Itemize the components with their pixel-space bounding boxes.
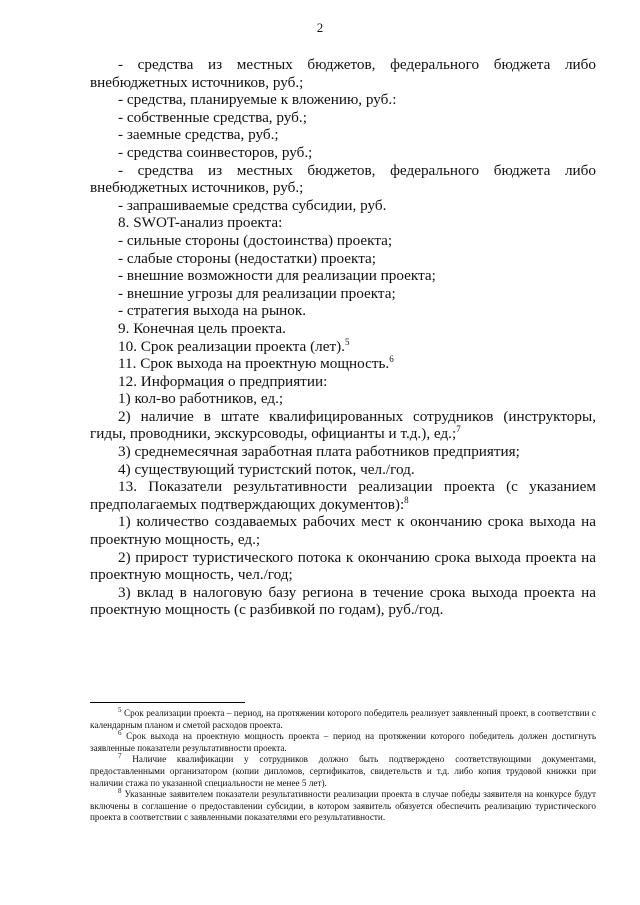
list-item: - запрашиваемые средства субсидии, руб. bbox=[118, 196, 387, 214]
footnote: $^6$ Срок выхода на проектную мощность проекта – период на протяжении которого победитель должен достигнуть заявленные показатели результативности проекта. bbox=[90, 729, 597, 753]
list-item: - средства из местных бюджетов, федерального бюджета либо внебюджетных источников, руб.; bbox=[90, 161, 596, 197]
footnote-ref: 6 bbox=[389, 354, 394, 365]
list-item: - слабые стороны (недостатки) проекта; bbox=[118, 249, 377, 267]
list-item: - средства соинвесторов, руб.; bbox=[118, 143, 313, 161]
document-body bbox=[90, 56, 596, 619]
list-item: 3) вклад в налоговую базу региона в течение срока выхода проекта на проектную мощность (с разбивкой по годам), руб./год. bbox=[90, 583, 596, 619]
footnote-ref: 7 bbox=[456, 424, 461, 435]
list-item: 2) прирост туристического потока к окончанию срока выхода проекта на проектную мощность, чел./год; bbox=[90, 548, 596, 584]
list-item: 2) наличие в штате квалифицированных сотрудников (инструкторы, гиды, проводники, экскурсоводы, официанты и т.д.), ед.;$^7$ bbox=[90, 407, 596, 443]
section-heading: 8. SWOT-анализ проекта: bbox=[118, 214, 283, 232]
page-number: 2 bbox=[316, 20, 324, 35]
list-item: 4) существующий туристский поток, чел./год. bbox=[118, 460, 415, 478]
footnote: $^5$ Срок реализации проекта – период, на протяжении которого победитель реализует заявленный проект, в соответствии с календарным планом и сметой расходов проекта. bbox=[90, 705, 596, 730]
footnote-number: 6 bbox=[118, 729, 122, 738]
footnote: $^7$ Наличие квалификации у сотрудников должно быть подтверждено соответствующими документами, предоставленными организатором (копии дипломов, сертификатов, свидетельств и т.д. либо копия трудовой книжки при наличии стажа по указанной специальности не менее 5 лет). bbox=[90, 752, 597, 788]
footnotes bbox=[90, 705, 597, 824]
footnote: $^8$ Указанные заявителем показатели результативности реализации проекта в случае победы заявителя на конкурсе будут включены в соглашение о предоставлении субсидии, в котором заявитель обязуется обеспечить реализацию туристического проекта в соответствии с заявленными показателями его результативности. bbox=[90, 787, 597, 823]
list-item: 1) количество создаваемых рабочих мест к окончанию срока выхода на проектную мощность, ед.; bbox=[90, 513, 596, 549]
list-item: - заемные средства, руб.; bbox=[118, 126, 279, 144]
section-heading: 13. Показатели результативности реализации проекта (с указанием предполагаемых подтверждающих документов):$^8$ bbox=[90, 478, 596, 513]
list-item: - внешние угрозы для реализации проекта; bbox=[118, 284, 396, 302]
list-item: - сильные стороны (достоинства) проекта; bbox=[118, 231, 393, 249]
footnote-ref: 8 bbox=[404, 494, 409, 505]
footnote-number: 7 bbox=[118, 752, 122, 761]
list-item: - средства, планируемые к вложению, руб.: bbox=[118, 91, 397, 109]
footnote-number: 8 bbox=[118, 787, 122, 796]
footnote-number: 5 bbox=[118, 705, 122, 714]
section-heading: 12. Информация о предприятии: bbox=[118, 372, 328, 390]
footnote-divider bbox=[90, 702, 245, 703]
section-heading: 10. Срок реализации проекта (лет).$^5$ bbox=[118, 336, 350, 355]
list-item: - собственные средства, руб.; bbox=[118, 108, 307, 126]
section-heading: 9. Конечная цель проекта. bbox=[118, 319, 286, 337]
list-item: - средства из местных бюджетов, федерального бюджета либо внебюджетных источников, руб.; bbox=[90, 56, 596, 91]
footnote-ref: 5 bbox=[344, 336, 350, 347]
list-item: - стратегия выхода на рынок. bbox=[118, 302, 307, 320]
list-item: - внешние возможности для реализации проекта; bbox=[118, 267, 436, 285]
list-item: 1) кол-во работников, ед.; bbox=[118, 390, 284, 408]
section-heading: 11. Срок выхода на проектную мощность.$^6$ bbox=[118, 354, 394, 373]
list-item: 3) среднемесячная заработная плата работников предприятия; bbox=[118, 443, 520, 461]
